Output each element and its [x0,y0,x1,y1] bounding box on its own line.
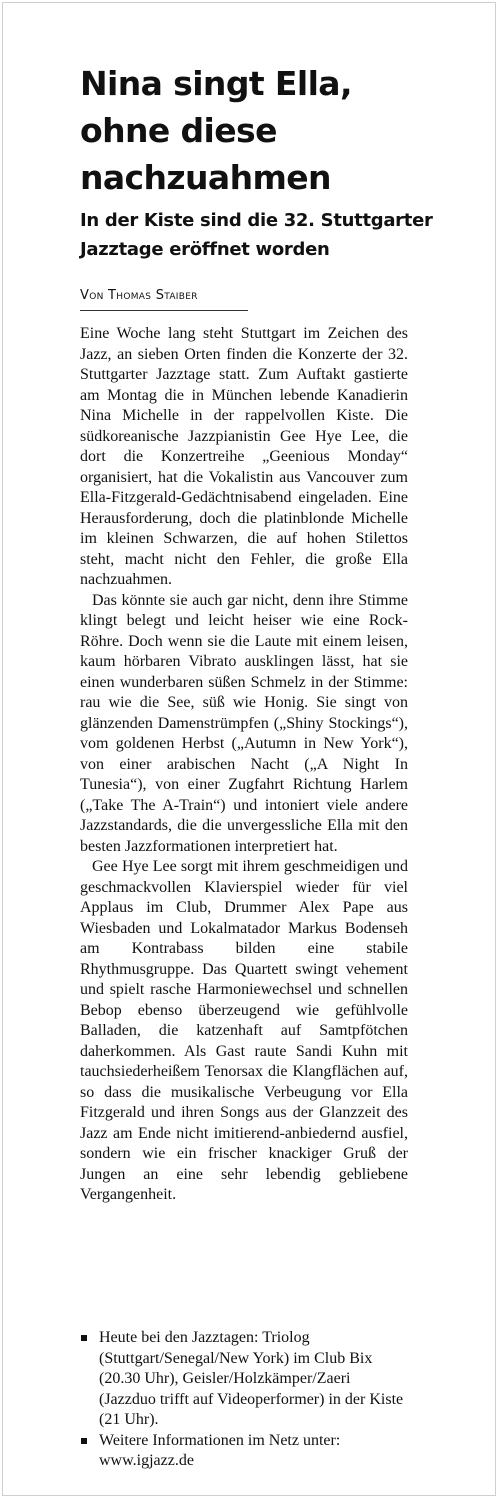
square-bullet-icon [81,1438,87,1444]
headline-line: Nina singt Ella, [80,64,352,103]
headline [80,60,480,201]
byline-rule [80,310,248,311]
info-box [80,1328,408,1472]
info-item [80,1431,408,1472]
article-paragraph: Das könnte sie auch gar nicht, denn ihre Stimme klingt belegt und leicht heiser wie eine Rock-Röhre. Doch wenn sie die Laute mit einem leisen, kaum hörbaren Vibrato ausklingen lässt, hat sie einen wunderbaren süßen Schmelz in der Stimme: rau wie die See, süß wie Honig. Sie singt von glänzenden Damenstrümpfen („Shiny Stockings“), vom goldenen Herbst („Autumn in New York“), von einer arabischen Nacht („A Night In Tunesia“), von einer Zugfahrt Richtung Harlem („Take The A-Train“) und intoniert viele andere Jazzstandards, die die unvergessliche Ella mit den besten Jazzformationen interpretiert hat. [80,591,408,855]
subtitle-line: Jazztage eröffnet worden [80,239,330,260]
subtitle [80,206,480,264]
headline-line: ohne diese [80,111,277,150]
info-item-text: Weitere Informationen im Netz unter: www.igjazz.de [99,1431,341,1469]
byline: Von Thomas Staiber [80,288,198,303]
headline-line: nachzuahmen [80,158,331,197]
info-item [80,1328,408,1431]
subtitle-line: In der Kiste sind die 32. Stuttgarter [80,210,433,231]
article-body [80,324,408,1206]
square-bullet-icon [81,1335,87,1341]
info-item-text: Heute bei den Jazztagen: Triolog (Stuttgart/Senegal/New York) im Club Bix (20.30 Uhr), Geisler/Holzkämper/Zaeri (Jazzduo trifft auf Videoperformer) in der Kiste (21 Uhr). [99,1329,404,1428]
article-paragraph: Eine Woche lang steht Stuttgart im Zeichen des Jazz, an sieben Orten finden die Konzerte der 32. Stuttgarter Jazztage statt. Zum Auftakt gastierte am Montag die in München lebende Kanadierin Nina Michelle in der rappelvollen Kiste. Die südkoreanische Jazzpianistin Gee Hye Lee, die dort die Konzertreihe „Geenious Monday“ organisiert, hat die Vokalistin aus Vancouver zum Ella-Fitzgerald-Gedächtnisabend eingeladen. Eine Herausforderung, doch die platinblonde Michelle im kleinen Schwarzen, die auf hohen Stilettos steht, macht nicht den Fehler, die große Ella nachzuahmen. [80,325,408,588]
article-paragraph: Gee Hye Lee sorgt mit ihrem geschmeidigen und geschmackvollen Klavierspiel wieder für viel Applaus im Club, Drummer Alex Pape aus Wiesbaden und Lokalmatador Markus Bodenseh am Kontrabass bilden eine stabile Rhythmusgruppe. Das Quartett swingt vehement und spielt rasche Harmoniewechsel und schnellen Bebop ebenso überzeugend wie gefühlvolle Balladen, die katzenhaft auf Samtpfötchen daherkommen. Als Gast raute Sandi Kuhn mit tauchsiederheißem Tenorsax die Klangflächen auf, so dass die musikalische Verbeugung vor Ella Fitzgerald und ihren Songs aus der Glanzzeit des Jazz am Ende nicht imitierend-anbiedernd ausfiel, sondern wie ein frischer knackiger Gruß der Jungen an eine sehr lebendig gebliebene Vergangenheit. [80,858,408,1203]
